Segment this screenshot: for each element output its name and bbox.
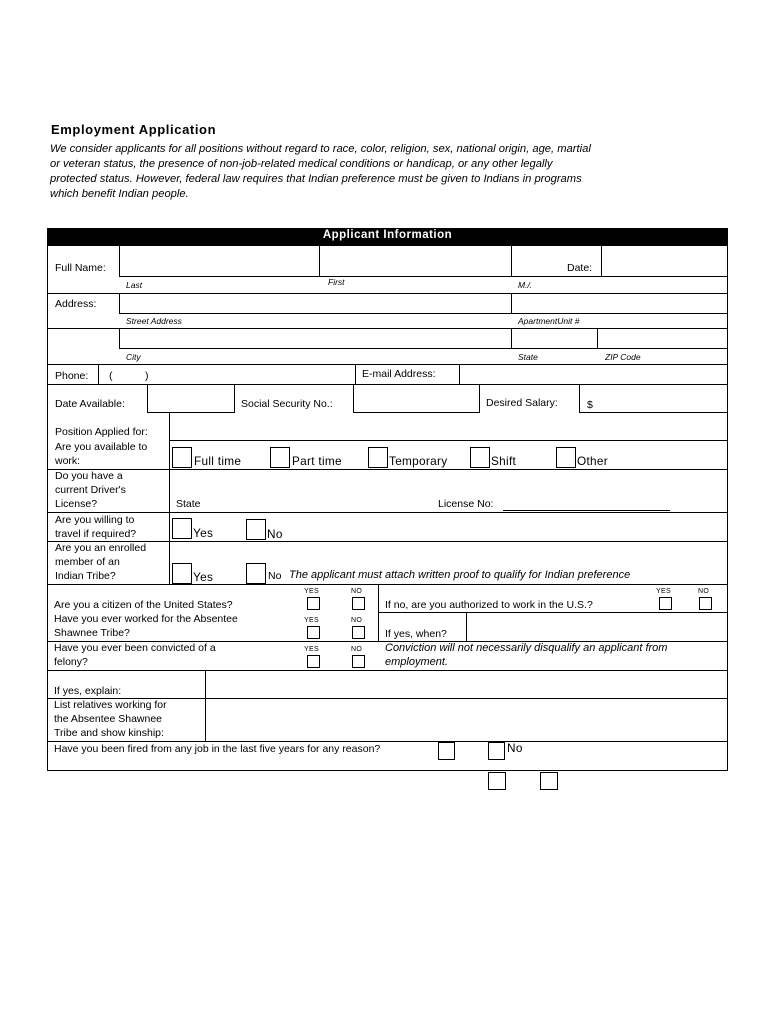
email-field[interactable] <box>460 365 726 383</box>
worked-when-field[interactable] <box>467 613 726 640</box>
tribe-no-checkbox[interactable] <box>246 563 266 584</box>
city-sublabel: City <box>126 352 141 362</box>
position-field[interactable] <box>170 413 726 439</box>
license-label-1: Do you have a <box>55 470 123 482</box>
first-sublabel: First <box>328 277 345 287</box>
travel-yes-label: Yes <box>193 526 214 540</box>
intro-line-2: or veteran status, the presence of non-job-related medical conditions or handicap, or any other legally <box>50 158 553 170</box>
authorized-yes-checkbox[interactable] <box>659 597 672 610</box>
phone-label: Phone: <box>55 370 89 382</box>
stray-checkbox-2[interactable] <box>540 772 558 790</box>
phone-field[interactable] <box>99 365 354 383</box>
full-time-label: Full time <box>194 454 242 468</box>
full-name-label: Full Name: <box>55 262 106 274</box>
tribe-yes-checkbox[interactable] <box>172 563 192 584</box>
worked-label-2: Shawnee Tribe? <box>54 627 130 639</box>
stray-checkbox-1[interactable] <box>488 772 506 790</box>
ssn-label: Social Security No.: <box>241 398 333 410</box>
citizen-yes-header: YES <box>304 588 319 595</box>
travel-yes-checkbox[interactable] <box>172 518 192 539</box>
worked-yes-header: YES <box>304 617 319 624</box>
email-label: E-mail Address: <box>362 368 436 380</box>
date-field[interactable] <box>602 248 726 275</box>
license-number-field[interactable] <box>503 496 670 510</box>
ssn-field[interactable] <box>354 385 478 411</box>
travel-label-1: Are you willing to <box>55 514 135 526</box>
felony-yes-checkbox[interactable] <box>307 655 320 668</box>
apartment-unit-field[interactable] <box>512 294 726 312</box>
license-label-2: current Driver's <box>55 484 126 496</box>
last-sublabel: Last <box>126 280 143 290</box>
citizen-no-checkbox[interactable] <box>352 597 365 610</box>
phone-area-open: ( <box>109 370 113 382</box>
fired-no-checkbox[interactable] <box>488 742 505 760</box>
available-label-2: work: <box>55 455 81 467</box>
authorized-yes-header: YES <box>656 588 671 595</box>
license-label-3: License? <box>55 498 98 510</box>
license-state-field[interactable] <box>208 496 428 510</box>
citizen-no-header: NO <box>351 588 363 595</box>
license-state-label: State <box>176 498 201 510</box>
full-time-checkbox[interactable] <box>172 447 192 468</box>
tribe-no-label: No <box>268 570 282 582</box>
citizen-label: Are you a citizen of the United States? <box>54 599 233 611</box>
part-time-checkbox[interactable] <box>270 447 290 468</box>
relatives-label-2: the Absentee Shawnee <box>54 713 163 725</box>
shift-checkbox[interactable] <box>470 447 490 468</box>
state-sublabel: State <box>518 352 538 362</box>
tribe-label-3: Indian Tribe? <box>55 570 116 582</box>
date-available-label: Date Available: <box>55 398 125 410</box>
temporary-label: Temporary <box>389 454 448 468</box>
other-checkbox[interactable] <box>556 447 576 468</box>
currency-symbol: $ <box>587 399 593 411</box>
mi-sublabel: M./. <box>518 280 533 290</box>
address-label: Address: <box>55 298 97 310</box>
intro-line-3: protected status. However, federal law requires that Indian preference must be given to Indians in programs <box>50 173 582 185</box>
part-time-label: Part time <box>292 454 342 468</box>
first-name-field[interactable] <box>320 248 510 275</box>
license-number-label: License No: <box>438 498 494 510</box>
tribe-yes-label: Yes <box>193 570 214 584</box>
other-label: Other <box>577 454 609 468</box>
relatives-label-3: Tribe and show kinship: <box>54 727 164 739</box>
worked-yes-checkbox[interactable] <box>307 626 320 639</box>
shift-label: Shift <box>491 454 517 468</box>
relatives-field[interactable] <box>206 699 726 740</box>
felony-no-header: NO <box>351 646 363 653</box>
travel-label-2: travel if required? <box>55 528 137 540</box>
authorized-no-checkbox[interactable] <box>699 597 712 610</box>
conviction-note-2: employment. <box>385 656 448 668</box>
citizen-yes-checkbox[interactable] <box>307 597 320 610</box>
date-available-field[interactable] <box>148 385 233 411</box>
position-label: Position Applied for: <box>55 426 148 438</box>
zip-sublabel: ZIP Code <box>605 352 641 362</box>
felony-label-2: felony? <box>54 656 88 668</box>
section-title: Applicant Information <box>322 229 453 241</box>
travel-no-label: No <box>267 527 283 541</box>
felony-label-1: Have you ever been convicted of a <box>54 642 216 654</box>
authorized-no-header: NO <box>698 588 710 595</box>
zip-code-field[interactable] <box>598 329 726 347</box>
tribe-label-2: member of an <box>55 556 120 568</box>
explain-label: If yes, explain: <box>54 685 122 697</box>
form-title: Employment Application <box>51 122 217 137</box>
worked-label-1: Have you ever worked for the Absentee <box>54 613 238 625</box>
felony-no-checkbox[interactable] <box>352 655 365 668</box>
relatives-label-1: List relatives working for <box>54 699 167 711</box>
state-field[interactable] <box>512 329 596 347</box>
street-address-field[interactable] <box>120 294 510 312</box>
middle-initial-field[interactable] <box>512 248 562 275</box>
fired-label: Have you been fired from any job in the last five years for any reason? <box>54 743 381 755</box>
authorized-label: If no, are you authorized to work in the U.S.? <box>385 599 593 611</box>
worked-no-checkbox[interactable] <box>352 626 365 639</box>
available-label-1: Are you available to <box>55 441 148 453</box>
last-name-field[interactable] <box>120 248 318 275</box>
fired-yes-checkbox[interactable] <box>438 742 455 760</box>
worked-when-label: If yes, when? <box>385 628 447 640</box>
intro-line-4: which benefit Indian people. <box>50 188 189 200</box>
phone-area-close: ) <box>145 370 149 382</box>
felony-yes-header: YES <box>304 646 319 653</box>
conviction-note-1: Conviction will not necessarily disqualify an applicant from <box>385 642 668 654</box>
intro-line-1: We consider applicants for all positions without regard to race, color, religion, sex, national origin, age, martial <box>50 143 591 155</box>
fired-no-label: No <box>507 741 523 755</box>
tribe-proof-note: The applicant must attach written proof to qualify for Indian preference <box>289 569 631 581</box>
apartment-sublabel: ApartmentUnit # <box>518 316 580 326</box>
desired-salary-label: Desired Salary: <box>486 397 558 409</box>
frame-right <box>727 246 728 771</box>
tribe-label-1: Are you an enrolled <box>55 542 147 554</box>
date-label: Date: <box>567 262 593 274</box>
street-address-sublabel: Street Address <box>126 316 182 326</box>
temporary-checkbox[interactable] <box>368 447 388 468</box>
explain-field[interactable] <box>206 671 726 697</box>
frame-bottom <box>47 770 728 771</box>
worked-no-header: NO <box>351 617 363 624</box>
travel-no-checkbox[interactable] <box>246 519 266 540</box>
desired-salary-field[interactable] <box>596 385 726 411</box>
frame-left <box>47 246 48 771</box>
city-field[interactable] <box>120 329 510 347</box>
